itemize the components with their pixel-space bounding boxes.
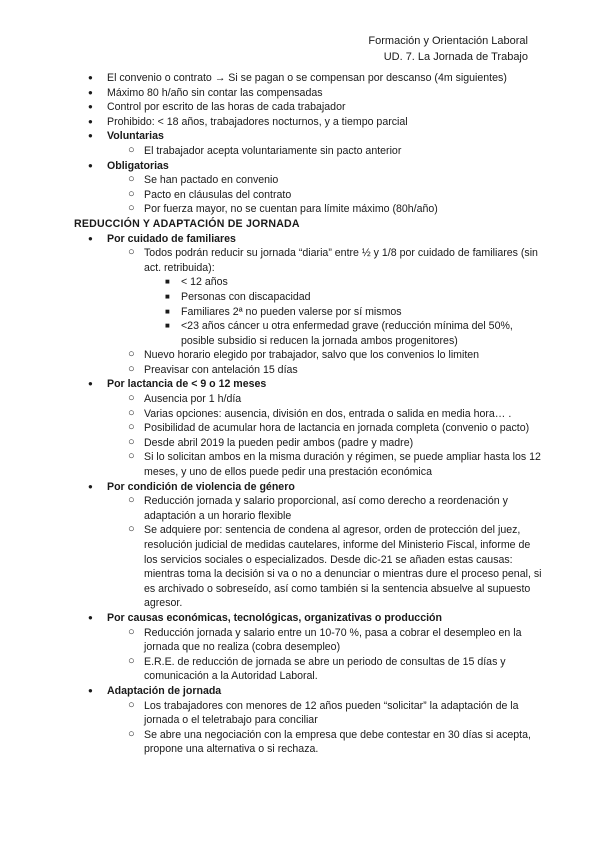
page-header [368, 34, 528, 65]
document-body [74, 71, 544, 757]
list-item: ○ Los trabajadores con menores de 12 años pueden “solicitar” la adaptación de la jornada o el teletrabajo para conciliar [74, 699, 544, 728]
list-item: ○ Varias opciones: ausencia, división en dos, entrada o salida en media hora… . [74, 407, 544, 422]
list-item: ○ Reducción jornada y salario proporcional, así como derecho a reordenación y adaptación a un horario flexible [74, 494, 544, 523]
list-heading-item: ● Por condición de violencia de género [74, 480, 544, 495]
list-heading-item: ● Por lactancia de < 9 o 12 meses [74, 377, 544, 392]
list-heading-item: ● Adaptación de jornada [74, 684, 544, 699]
bullet-list [74, 71, 544, 757]
list-item: ○ Se han pactado en convenio [74, 173, 544, 188]
list-item: ○ Se adquiere por: sentencia de condena al agresor, orden de protección del juez, resolución judicial de medidas cautelares, informe del Ministerio Fiscal, informe de los servicios sociales o especializados. Desde dic-21 se añaden estas causas: mientras toma la decisión si va o no a denunciar o mientras dure el proceso penal, si es archivado o sobreseído, así como también si la sentencia absuelve al supuesto agresor. [74, 523, 544, 611]
list-item: ○ E.R.E. de reducción de jornada se abre un periodo de consultas de 15 días y comunicación a la Autoridad Laboral. [74, 655, 544, 684]
list-item: ■ < 12 años [74, 275, 544, 290]
list-item: ○ Si lo solicitan ambos en la misma duración y régimen, se puede ampliar hasta los 12 meses, y uno de ellos puede pedir una prestación económica [74, 450, 544, 479]
list-heading-item: ● Por causas económicas, tecnológicas, organizativas o producción [74, 611, 544, 626]
list-item: ○ Desde abril 2019 la pueden pedir ambos (padre y madre) [74, 436, 544, 451]
list-item: ■ <23 años cáncer u otra enfermedad grave (reducción mínima del 50%, posible subsidio si reducen la jornada ambos progenitores) [74, 319, 544, 348]
list-item: ● El convenio o contrato → Si se pagan o se compensan por descanso (4m siguientes) [74, 71, 544, 86]
list-item: ○ Nuevo horario elegido por trabajador, salvo que los convenios lo limiten [74, 348, 544, 363]
list-item: ○ Ausencia por 1 h/día [74, 392, 544, 407]
header-unit: UD. 7. La Jornada de Trabajo [383, 50, 528, 63]
list-item: ○ Por fuerza mayor, no se cuentan para límite máximo (80h/año) [74, 202, 544, 217]
list-heading-item: ● Voluntarias [74, 129, 544, 144]
list-item: ○ El trabajador acepta voluntariamente sin pacto anterior [74, 144, 544, 159]
header-subject: Formación y Orientación Laboral [368, 35, 528, 47]
list-item: ○ Reducción jornada y salario entre un 10-70 %, pasa a cobrar el desempleo en la jornada que no realiza (cobra desempleo) [74, 626, 544, 655]
list-item: ○ Preavisar con antelación 15 días [74, 363, 544, 378]
list-item: ● Control por escrito de las horas de cada trabajador [74, 100, 544, 115]
list-item: ○ Posibilidad de acumular hora de lactancia en jornada completa (convenio o pacto) [74, 421, 544, 436]
list-item: ○ Se abre una negociación con la empresa que debe contestar en 30 días si acepta, propone una alternativa o si rechaza. [74, 728, 544, 757]
section-heading: REDUCCIÓN Y ADAPTACIÓN DE JORNADA [74, 217, 300, 230]
list-heading-item: ● Obligatorias [74, 159, 544, 174]
list-item: ● Máximo 80 h/año sin contar las compensadas [74, 86, 544, 101]
list-heading-item: ● Por cuidado de familiares [74, 232, 544, 247]
list-item: ○ Todos podrán reducir su jornada “diaria” entre ½ y 1/8 por cuidado de familiares (sin act. retribuida): [74, 246, 544, 275]
list-item: ● Prohibido: < 18 años, trabajadores nocturnos, y a tiempo parcial [74, 115, 544, 130]
list-item: ■ Familiares 2ª no pueden valerse por sí mismos [74, 305, 544, 320]
list-item: ○ Pacto en cláusulas del contrato [74, 188, 544, 203]
list-item: ■ Personas con discapacidad [74, 290, 544, 305]
